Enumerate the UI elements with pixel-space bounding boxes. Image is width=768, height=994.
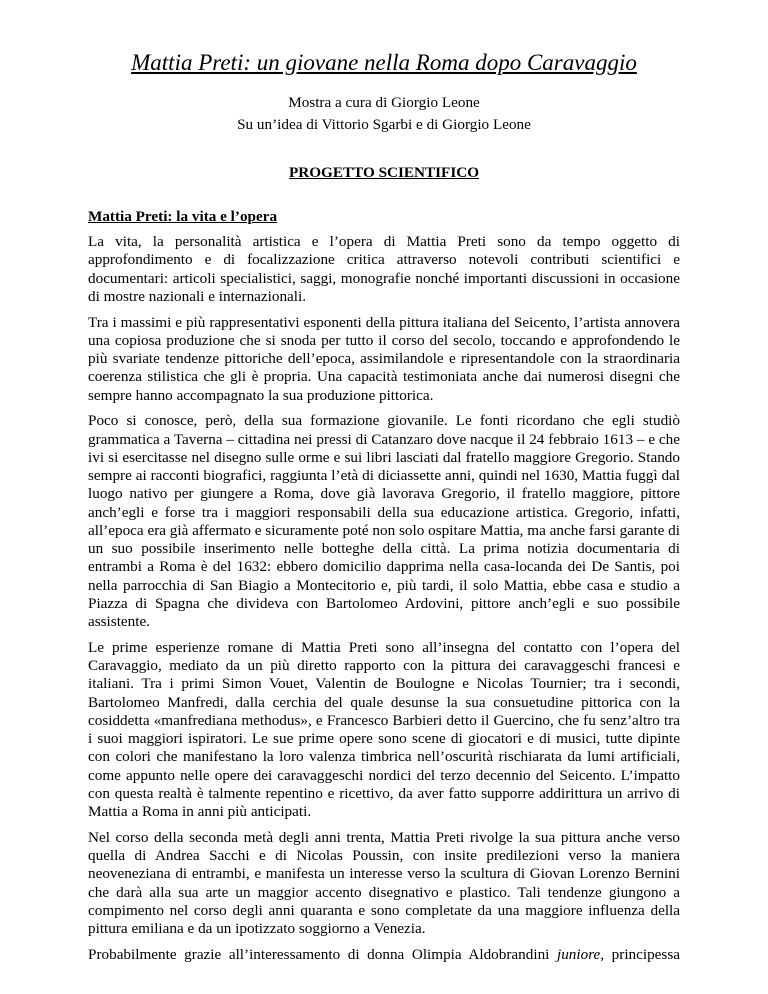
paragraph: La vita, la personalità artistica e l’opera di Mattia Preti sono da tempo oggetto di approfondimento e di focalizzazione critica attraverso notevoli contributi scientifici e documentari: articoli specialistici, saggi, monografie nonché importanti discussioni in occasione di mostre nazionali e internazionali. xyxy=(88,233,680,305)
paragraph: Nel corso della seconda metà degli anni trenta, Mattia Preti rivolge la sua pittura anche verso quella di Andrea Sacchi e di Nicolas Poussin, con insite predilezioni verso la maniera neoveneziana di entrambi, e manifesta un interesse verso la scultura di Giovan Lorenzo Bernini che darà alla sua arte un maggior accento disegnativo e plastico. Tali tendenze giungono a compimento nel corso degli anni quaranta e sono completate da una maggiore influenza della pittura emiliana e da un ipotizzato soggiorno a Venezia. xyxy=(88,828,680,937)
document-title: Mattia Preti: un giovane nella Roma dopo Caravaggio xyxy=(131,50,637,75)
body-text xyxy=(88,233,680,972)
paragraph-text: , principessa xyxy=(600,945,680,963)
project-heading: PROGETTO SCIENTIFICO xyxy=(288,164,480,181)
paragraph xyxy=(88,946,680,964)
paragraph-text: Probabilmente grazie all’interessamento di donna Olimpia Aldobrandini xyxy=(88,945,557,963)
idea-line: Su un’idea di Vittorio Sgarbi e di Giorgio Leone xyxy=(237,116,531,133)
section-heading: Mattia Preti: la vita e l’opera xyxy=(88,208,278,225)
paragraph: Le prime esperienze romane di Mattia Preti sono all’insegna del contatto con l’opera del Caravaggio, mediato da un più diretto rapporto con la pittura dei caravaggeschi francesi e italiani. Tra i primi Simon Vouet, Valentin de Boulogne e Nicolas Tournier; tra i secondi, Bartolomeo Manfredi, dalla cerchia del quale desunse la sua consuetudine pittorica con la cosiddetta «manfrediana methodus», e Francesco Barbieri detto il Guercino, che fu senz’altro tra i suoi maggiori ispiratori. Le sue prime opere sono scene di giocatori e di musici, tutte dipinte con colori che manifestano la loro valenza timbrica nell’oscurità rischiarata da lumi artificiali, come appunto nelle opere dei caravaggeschi nordici del terzo decennio del Seicento. L’impatto con questa realtà è talmente repentino e ricettivo, da aver fatto supporre addirittura un arrivo di Mattia a Roma in anni più anticipati. xyxy=(88,638,680,820)
paragraph: Tra i massimi e più rappresentativi esponenti della pittura italiana del Seicento, l’artista annovera una copiosa produzione che si snoda per tutto il corso del secolo, toccando e approfondendo le più svariate tendenze pittoriche dell’epoca, assimilandole e ripresentandole con la straordinaria coerenza stilistica che gli è propria. Una capacità testimoniata anche dai numerosi disegni che sempre hanno accompagnato la sua produzione pittorica. xyxy=(88,313,680,404)
italic-word: juniore xyxy=(556,945,601,963)
paragraph: Poco si conosce, però, della sua formazione giovanile. Le fonti ricordano che egli studiò grammatica a Taverna – cittadina nei pressi di Catanzaro dove nacque il 24 febbraio 1613 – e che ivi si esercitasse nel disegno sulle orme e sui libri lasciati dal fratello maggiore Gregorio. Stando sempre ai racconti biografici, raggiunta l’età di diciassette anni, quindi nel 1630, Mattia fuggì dal luogo nativo per giungere a Roma, dove già lavorava Gregorio, il fratello maggiore, pittore anch’egli e forse tra i maggiori responsabili della sua educazione artistica. Gregorio, infatti, all’epoca era già affermato e sicuramente poté non solo ospitare Mattia, ma anche farsi garante di un suo possibile inserimento nelle botteghe della città. La prima notizia documentaria di entrambi a Roma è del 1632: ebbero domicilio dapprima nella casa-locanda dei De Santis, poi nella parrocchia di San Biagio a Montecitorio e, più tardi, il solo Mattia, ebbe casa e studio a Piazza di Spagna che divideva con Bartolomeo Ardovini, pittore anch’egli e suo possibile assistente. xyxy=(88,412,680,630)
curator-line: Mostra a cura di Giorgio Leone xyxy=(288,94,480,111)
